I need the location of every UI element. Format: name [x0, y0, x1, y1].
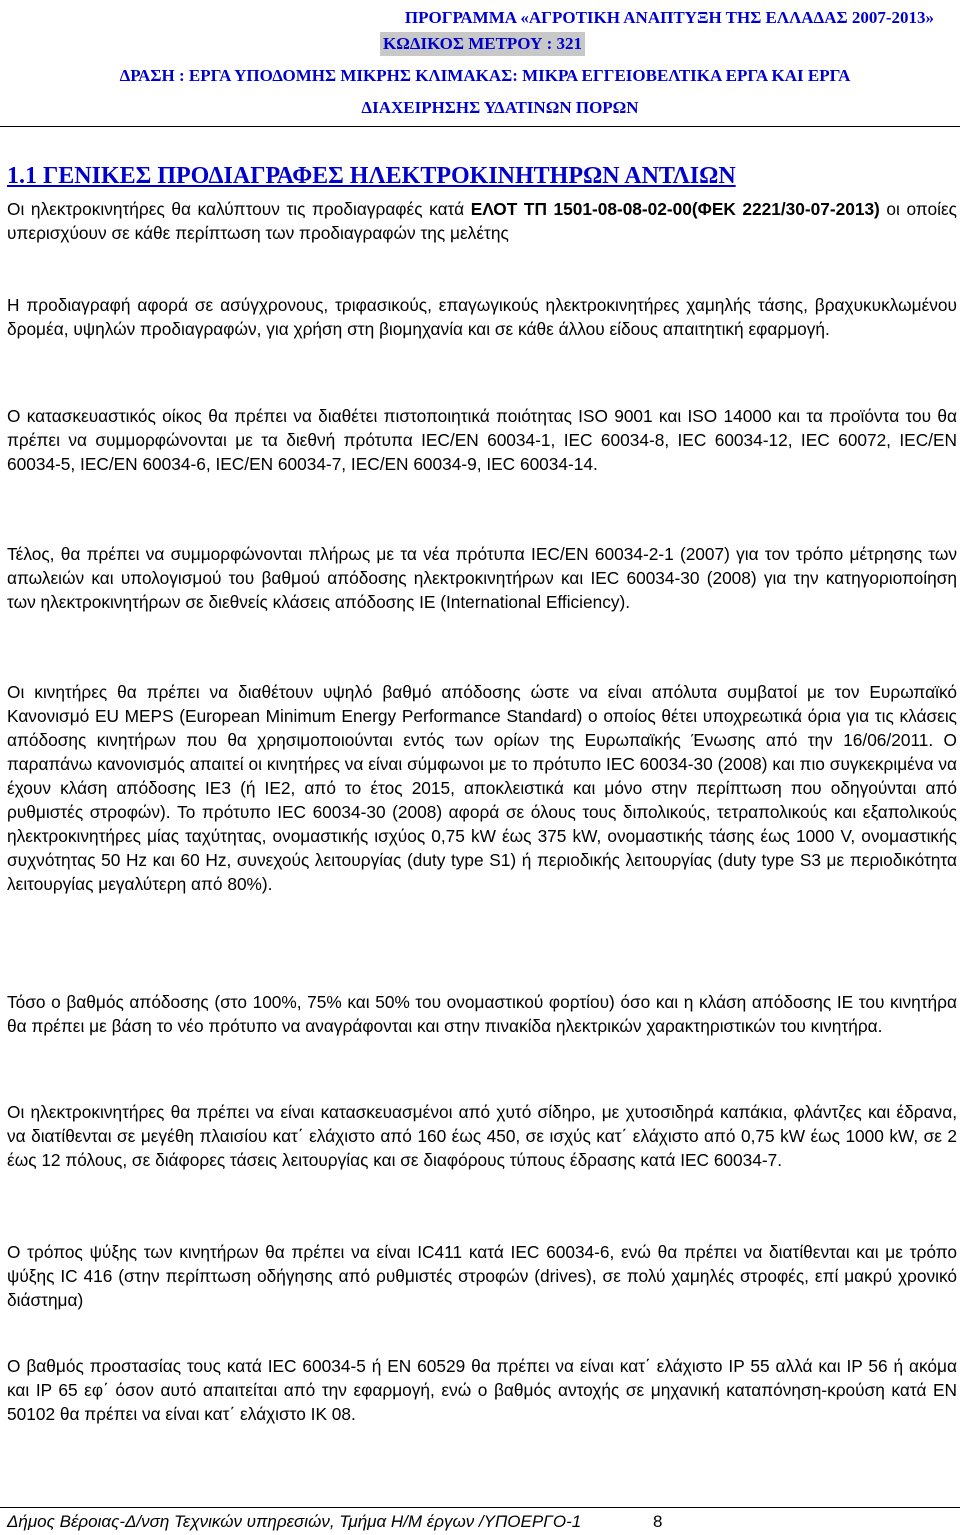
header-action-title: ΔΡΑΣΗ : ΕΡΓΑ ΥΠΟΔΟΜΗΣ ΜΙΚΡΗΣ ΚΛΙΜΑΚΑΣ: ΜΙΚΡΑ ΕΓΓΕΙΟΒΕΛΤΙΚΑ ΕΡΓΑ ΚΑΙ ΕΡΓΑ: [119, 66, 851, 85]
standard-reference: ΕΛΟΤ ΤΠ 1501-08-08-02-00(ΦΕΚ 2221/30-07-2013): [470, 199, 880, 219]
paragraph-construction: Οι ηλεκτροκινητήρες θα πρέπει να είναι κατασκευασμένοι από χυτό σίδηρο, με χυτοσιδηρά καπάκια, φλάντζες και έδρανα, να διατίθενται σε μεγέθη πλαισίου κατ΄ ελάχιστο από 160 έως 450, σε ισχύς κατ΄ ελάχιστο από 0,75 kW έως 1000 kW, σε 2 έως 12 πόλους, σε διάφορες τάσεις λειτουργίας και σε διαφόρους τύπους έδρασης κατά IEC 60034-7.: [7, 1102, 957, 1170]
paragraph-new-standards: Τέλος, θα πρέπει να συμμορφώνονται πλήρως με τα νέα πρότυπα IEC/EN 60034-2-1 (2007) για τον τρόπο μέτρησης των απωλειών και υπολογισμού του βαθμού απόδοσης ηλεκτροκινητήρων και IEC 60034-30 (2008) για την κατηγοριοποίηση των ηλεκτροκινητήρων σε διεθνείς κλάσεις απόδοσης IE (International Efficiency).: [7, 544, 957, 612]
paragraph-text: οι οποίες υπερισχύουν σε κάθε περίπτωση των προδιαγραφών της μελέτης: [7, 199, 957, 243]
paragraph-cooling: Ο τρόπος ψύξης των κινητήρων θα πρέπει να είναι IC411 κατά IEC 60034-6, ενώ θα πρέπει να διατίθενται και με τρόπο ψύξης IC 416 (στην περίπτωση οδήγησης από ρυθμιστές στροφών (drives), σε πολύ χαμηλές στροφές, επί μακρύ χρονικό διάστημα): [7, 1242, 957, 1310]
document-footer: [7, 1511, 663, 1533]
section-title: 1.1 ΓΕΝΙΚΕΣ ΠΡΟΔΙΑΓΡΑΦΕΣ ΗΛΕΚΤΡΟΚΙΝΗΤΗΡΩΝ ΑΝΤΛΙΩΝ: [7, 163, 736, 189]
header-program-title: ΠΡΟΓΡΑΜΜΑ «ΑΓΡΟΤΙΚΗ ΑΝΑΠΤΥΞΗ ΤΗΣ ΕΛΛΑΔΑΣ 2007-2013»: [404, 8, 934, 27]
paragraph-standards: [7, 197, 957, 245]
paragraph-text: Οι ηλεκτροκινητήρες θα καλύπτουν τις προδιαγραφές κατά: [7, 199, 471, 219]
header-measure-code: ΚΩΔΙΚΟΣ ΜΕΤΡΟΥ : 321: [380, 32, 585, 56]
header-action-title-cont: ΔΙΑΧΕΙΡΗΣΗΣ ΥΔΑΤΙΝΩΝ ΠΟΡΩΝ: [361, 98, 639, 117]
paragraph-efficiency: Οι κινητήρες θα πρέπει να διαθέτουν υψηλό βαθμό απόδοσης ώστε να είναι απόλυτα συμβατοί με τον Ευρωπαϊκό Κανονισμό EU MEPS (European Minimum Energy Performance Standard) ο οποίος θέτει υποχρεωτικά όρια για τις κλάσεις απόδοσης κινητήρων που θα χρησιμοποιούνται εντός των ορίων της Ευρωπαϊκής Ένωσης από την 16/06/2011. Ο παραπάνω κανονισμός απαιτεί οι κινητήρες να είναι σύμφωνοι με το πρότυπο IEC 60034-30 (2008) και πιο συγκεκριμένα να έχουν κλάση απόδοσης IE3 (ή IE2, από το έτος 2015, αποκλειστικά και μόνο στην περίπτωση που οδηγούνται από ρυθμιστές στροφών). Το πρότυπο IEC 60034-30 (2008) αφορά σε όλους τους διπολικούς, τετραπολικούς και εξαπολικούς ηλεκτροκινητήρες μίας ταχύτητας, ονομαστικής ισχύος 0,75 kW έως 375 kW, ονομαστικής τάσης έως 1000 V, ονομαστικής συχνότητας 50 Hz και 60 Hz, συνεχούς λειτουργίας (duty type S1) ή περιοδικής λειτουργίας (duty type S3 με περιοδικότητα λειτουργίας μεγαλύτερη από 80%).: [7, 682, 957, 894]
page-number: 8: [653, 1512, 663, 1531]
footer-divider: [0, 1507, 960, 1508]
paragraph-certification: Ο κατασκευαστικός οίκος θα πρέπει να διαθέτει πιστοποιητικά ποιότητας ISO 9001 και ISO 14000 και τα προϊόντα του θα πρέπει να συμμορφώνονται με τα διεθνή πρότυπα IEC/EN 60034-1, IEC 60034-8, IEC 60034-12, IEC 60072, IEC/EN 60034-5, IEC/EN 60034-6, IEC/EN 60034-7, IEC/EN 60034-9, IEC 60034-14.: [7, 406, 957, 474]
footer-text: Δήμος Βέροιας-Δ/νση Τεχνικών υπηρεσιών, Τμήμα Η/Μ έργων /ΥΠΟΕΡΓΟ-1: [7, 1512, 582, 1531]
header-divider: [0, 126, 960, 127]
paragraph-scope: Η προδιαγραφή αφορά σε ασύγχρονους, τριφασικούς, επαγωγικούς ηλεκτροκινητήρες χαμηλής τάσης, βραχυκυκλωμένου δρομέα, υψηλών προδιαγραφών, για χρήση στη βιομηχανία και σε κάθε άλλου είδους απαιτητική εφαρμογή.: [7, 295, 957, 339]
paragraph-protection: Ο βαθμός προστασίας τους κατά IEC 60034-5 ή EN 60529 θα πρέπει να είναι κατ΄ ελάχιστο IP 55 αλλά και IP 56 ή ακόμα και IP 65 εφ΄ όσον αυτό απαιτείται από την εφαρμογή, ενώ ο βαθμός αντοχής σε μηχανική καταπόνηση-κρούση κατά EN 50102 θα πρέπει να είναι κατ΄ ελάχιστο IK 08.: [7, 1356, 957, 1424]
paragraph-nameplate: Τόσο ο βαθμός απόδοσης (στο 100%, 75% και 50% του ονομαστικού φορτίου) όσο και η κλάση απόδοσης IE του κινητήρα θα πρέπει με βάση το νέο πρότυπο να αναγράφονται και στην πινακίδα ηλεκτρικών χαρακτηριστικών του κινητήρα.: [7, 992, 957, 1036]
